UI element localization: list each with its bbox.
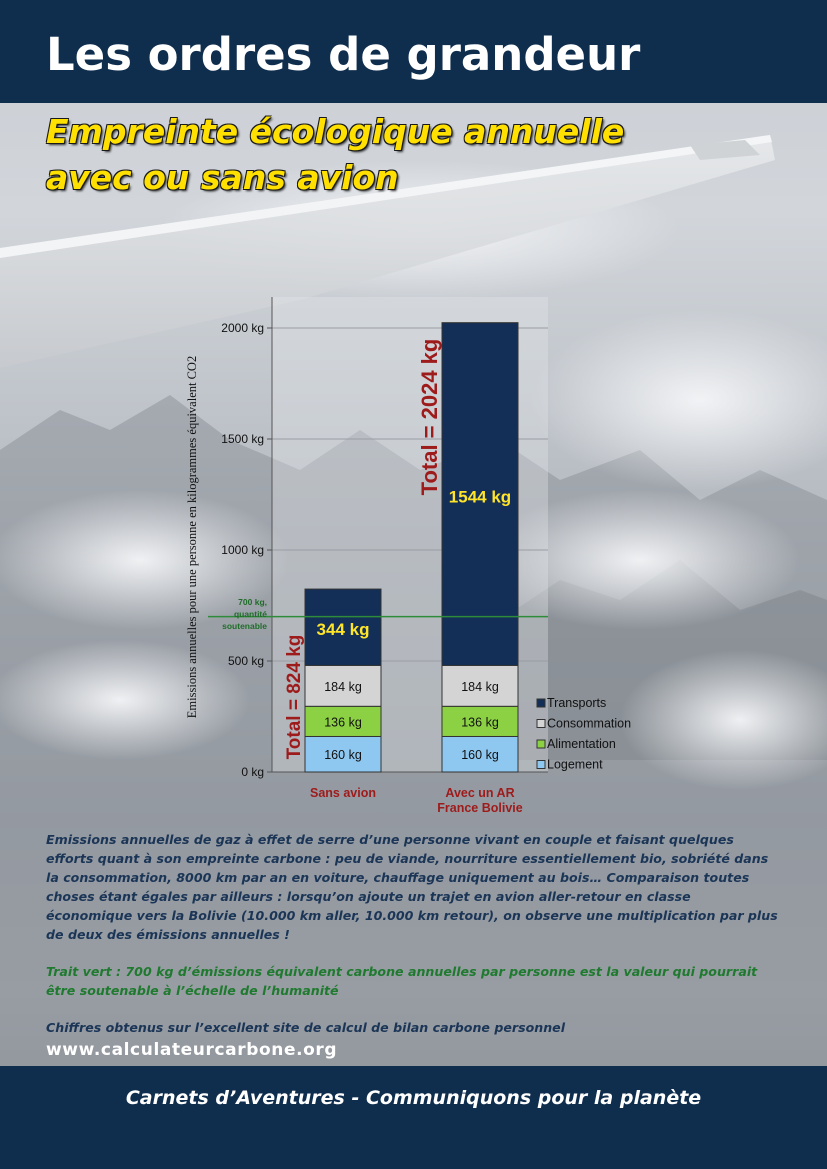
bar-value-label: 136 kg xyxy=(324,715,362,730)
legend-swatch-logement xyxy=(537,761,545,769)
legend-label: Logement xyxy=(547,757,603,772)
total-label-sans-avion: Total = 824 kg xyxy=(284,634,305,760)
legend-swatch-alimentation xyxy=(537,740,545,748)
bar-value-label: 160 kg xyxy=(461,748,499,763)
bar-value-label: 136 kg xyxy=(461,715,499,730)
page-title: Les ordres de grandeur xyxy=(46,28,641,81)
threshold-label: soutenable xyxy=(222,621,267,631)
source-note: Chiffres obtenus sur l’excellent site de calcul de bilan carbone personnel xyxy=(46,1020,566,1035)
footer-band xyxy=(0,1066,827,1169)
threshold-label: quantité xyxy=(233,609,267,619)
y-tick-label: 500 kg xyxy=(227,654,264,668)
website-link[interactable]: www.calculateurcarbone.org xyxy=(46,1040,338,1060)
threshold-label: 700 kg, xyxy=(238,597,267,607)
legend-label: Alimentation xyxy=(547,737,616,751)
category-label: Avec un AR xyxy=(445,786,515,800)
y-tick-label: 1500 kg xyxy=(221,432,264,446)
y-tick-label: 1000 kg xyxy=(221,543,264,557)
category-label: Sans avion xyxy=(310,786,376,800)
legend-swatch-transports xyxy=(537,699,545,707)
y-tick-label: 0 kg xyxy=(241,765,264,779)
y-axis-title: Emissions annuelles pour une personne en kilogrammes équivalent CO2 xyxy=(185,355,199,719)
bar-value-label: 344 kg xyxy=(316,620,370,640)
threshold-note: Trait vert : 700 kg d’émissions équivalent carbone annuelles par personne est la valeur qui pourrait être soutenable à l’échelle de l’humanité xyxy=(46,964,758,998)
footer-text: Carnets d’Aventures - Communiquons pour la planète xyxy=(125,1087,702,1109)
bar-value-label: 1544 kg xyxy=(448,487,512,507)
subtitle-line-1: Empreinte écologique annuelle xyxy=(46,112,625,151)
bar-value-label: 184 kg xyxy=(324,679,362,694)
y-tick-label: 2000 kg xyxy=(221,321,264,335)
subtitle-line-2: avec ou sans avion xyxy=(46,158,399,197)
category-label: France Bolivie xyxy=(437,801,523,815)
bar-value-label: 184 kg xyxy=(461,679,499,694)
bar-value-label: 160 kg xyxy=(324,748,362,763)
total-label-avec-avion: Total = 2024 kg xyxy=(417,338,442,496)
legend-label: Consommation xyxy=(547,716,632,731)
legend-label: Transports xyxy=(547,696,607,710)
chart-description: Emissions annuelles de gaz à effet de serre d’une personne vivant en couple et faisant quelques efforts quant à son empreinte carbone : peu de viande, nourriture essentiellement bio, sobriété dans la consommation, 8000 km par an en voiture, chauffage uniquement au bois… Comparaison toutes choses étant égales par ailleurs : lorsqu’on ajoute un trajet en avion aller-retour en classe économique vers la Bolivie (10.000 km aller, 10.000 km retour), on observe une multiplication par plus de deux des émissions annuelles ! xyxy=(46,832,778,942)
legend-swatch-consommation xyxy=(537,720,545,728)
